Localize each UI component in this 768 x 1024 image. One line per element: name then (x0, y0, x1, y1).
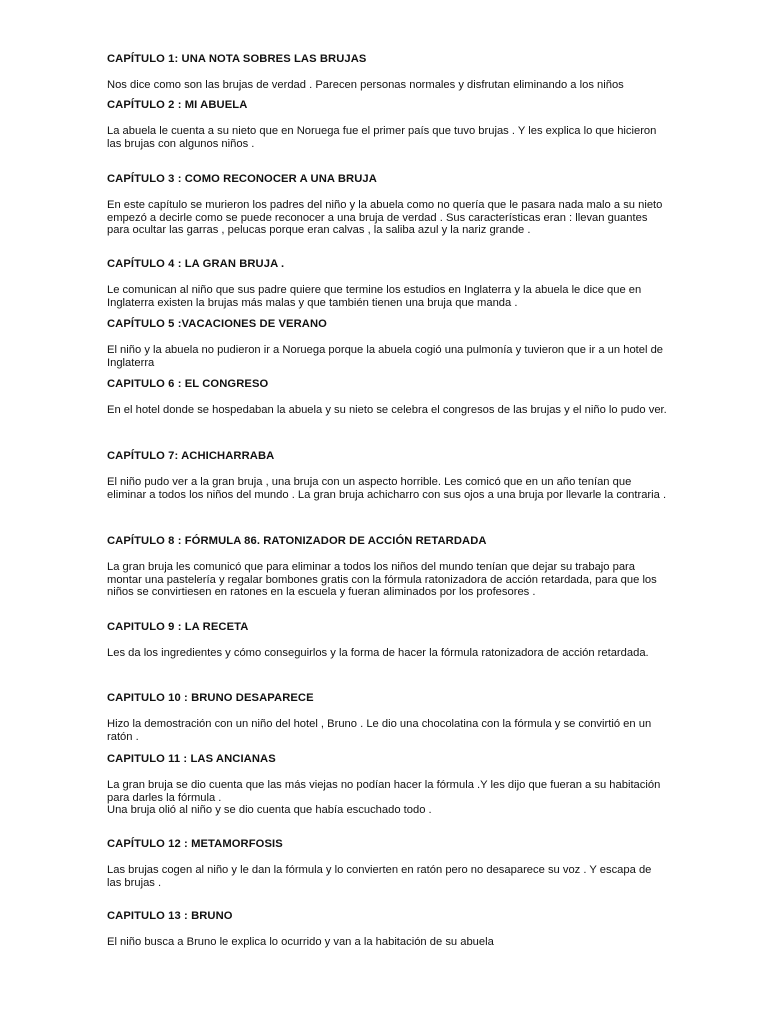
chapter-title: CAPÍTULO 8 : FÓRMULA 86. RATONIZADOR DE ACCIÓN RETARDADA (107, 535, 487, 547)
chapter-7 (107, 450, 667, 501)
chapter-title: CAPÍTULO 3 : COMO RECONOCER A UNA BRUJA (107, 173, 377, 185)
chapter-title: CAPITULO 10 : BRUNO DESAPARECE (107, 692, 314, 704)
chapter-6 (107, 378, 667, 417)
chapter-text: El niño pudo ver a la gran bruja , una bruja con un aspecto horrible. Les comicó que en un año tenían que eliminar a todos los niños del mundo . La gran bruja achicharro con sus ojos a una bruja por llevarle la contraria . (107, 476, 667, 501)
chapter-text: El niño busca a Bruno le explica lo ocurrido y van a la habitación de su abuela (107, 936, 494, 948)
chapter-12 (107, 838, 667, 889)
chapter-8 (107, 535, 667, 599)
chapter-title: CAPITULO 6 : EL CONGRESO (107, 378, 269, 390)
chapter-title: CAPÍTULO 4 : LA GRAN BRUJA . (107, 258, 285, 270)
chapter-title: CAPÍTULO 2 : MI ABUELA (107, 99, 248, 111)
chapter-text: Nos dice como son las brujas de verdad . Parecen personas normales y disfrutan eliminando a los niños (107, 79, 624, 91)
chapter-title: CAPITULO 9 : LA RECETA (107, 621, 249, 633)
chapter-3 (107, 173, 667, 237)
chapter-4 (107, 258, 667, 309)
chapter-10 (107, 692, 667, 743)
chapter-text: La gran bruja se dio cuenta que las más viejas no podían hacer la fórmula .Y les dijo que fueran a su habitación para darles la fórmula . (107, 779, 661, 804)
chapter-text: Una bruja olió al niño y se dio cuenta que había escuchado todo . (107, 804, 432, 817)
chapter-text: En este capítulo se murieron los padres del niño y la abuela como no quería que le pasara nada malo a su nieto empezó a decirle como se puede reconocer a una bruja de verdad . Sus características eran : llevan guantes para ocultar las garras , pelucas porque eran calvas , la saliba azul y la nariz grande . (107, 199, 663, 237)
chapter-text: Les da los ingredientes y cómo conseguirlos y la forma de hacer la fórmula ratonizadora de acción retardada. (107, 647, 649, 659)
chapter-text: Le comunican al niño que sus padre quiere que termine los estudios en Inglaterra y la abuela le dice que en Inglaterra existen la brujas más malas y que también tienen una bruja que manda . (107, 284, 642, 309)
chapter-title: CAPITULO 11 : LAS ANCIANAS (107, 753, 276, 765)
chapter-9 (107, 621, 667, 660)
chapter-1 (107, 53, 667, 92)
chapter-text: El niño y la abuela no pudieron ir a Noruega porque la abuela cogió una pulmonía y tuvieron que ir a un hotel de Inglaterra (107, 344, 664, 369)
chapter-title: CAPITULO 13 : BRUNO (107, 910, 233, 922)
chapter-text: La gran bruja les comunicó que para eliminar a todos los niños del mundo tenían que dejar su trabajo para montar una pastelería y regalar bombones gratis con la fórmula ratonizadora de acción retardada, para que los niños se convirtiesen en ratones en la escuela y fueran aliminados por los profesores . (107, 561, 657, 599)
chapter-text: Las brujas cogen al niño y le dan la fórmula y lo convierten en ratón pero no desaparece su voz . Y escapa de las brujas . (107, 864, 652, 889)
chapter-text: La abuela le cuenta a su nieto que en Noruega fue el primer país que tuvo brujas . Y les explica lo que hicieron las brujas con algunos niños . (107, 125, 657, 150)
chapter-title: CAPÍTULO 1: UNA NOTA SOBRES LAS BRUJAS (107, 53, 367, 65)
chapter-5 (107, 318, 667, 369)
chapter-2 (107, 99, 667, 150)
chapter-13 (107, 910, 667, 949)
chapter-text: Hizo la demostración con un niño del hotel , Bruno . Le dio una chocolatina con la fórmula y se convirtió en un ratón . (107, 718, 652, 743)
chapter-title: CAPÍTULO 7: ACHICHARRABA (107, 450, 275, 462)
chapter-text: En el hotel donde se hospedaban la abuela y su nieto se celebra el congresos de las brujas y el niño lo pudo ver. (107, 404, 667, 416)
chapter-title: CAPÍTULO 5 :VACACIONES DE VERANO (107, 318, 327, 330)
chapter-11 (107, 753, 667, 817)
chapter-title: CAPÍTULO 12 : METAMORFOSIS (107, 838, 283, 850)
